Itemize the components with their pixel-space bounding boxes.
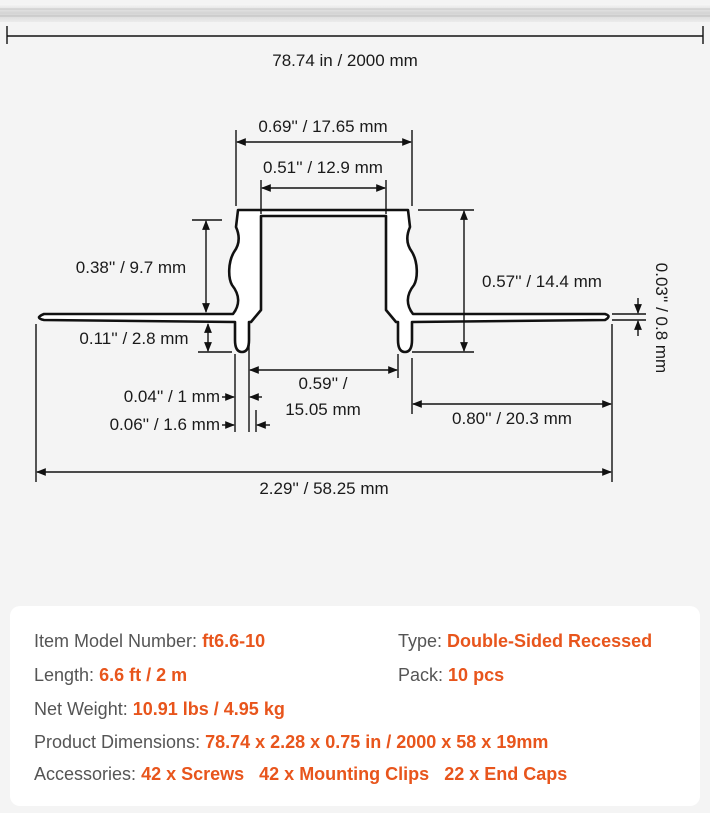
top-inner-width-label: 0.51'' / 12.9 mm — [263, 158, 383, 177]
overall-width-label: 2.29'' / 58.25 mm — [259, 479, 389, 498]
bottom-opening-label-line2: 15.05 mm — [285, 400, 361, 419]
gap-1-label: 0.04'' / 1 mm — [123, 387, 220, 406]
spec-pack — [398, 665, 504, 686]
spec-accessories-screws: 42 x Screws — [141, 764, 245, 784]
spec-dimensions — [34, 732, 548, 753]
spec-weight-label: Net Weight: — [34, 699, 128, 719]
top-outer-width-label: 0.69'' / 17.65 mm — [258, 117, 388, 136]
total-length-dimension — [7, 26, 703, 44]
flange-width-label: 0.80'' / 20.3 mm — [452, 409, 572, 428]
spec-model-value: ft6.6-10 — [202, 631, 266, 651]
spec-dimensions-label: Product Dimensions: — [34, 732, 201, 752]
right-height-label: 0.57'' / 14.4 mm — [482, 272, 602, 291]
spec-type-value: Double-Sided Recessed — [447, 631, 653, 651]
spec-type-label: Type: — [398, 631, 443, 651]
spec-type — [398, 631, 652, 652]
spec-accessories-label: Accessories: — [34, 764, 137, 784]
flange-thickness-label: 0.03'' / 0.8 mm — [652, 262, 671, 374]
left-height-label: 0.38'' / 9.7 mm — [75, 258, 187, 277]
gap-2-label: 0.06'' / 1.6 mm — [109, 415, 220, 434]
spec-weight-value: 10.91 lbs / 4.95 kg — [132, 699, 285, 719]
spec-length-value: 6.6 ft / 2 m — [99, 665, 188, 685]
spec-accessories-clips: 42 x Mounting Clips — [259, 764, 430, 784]
spec-model-label: Item Model Number: — [34, 631, 198, 651]
spec-accessories — [34, 764, 567, 785]
spec-pack-value: 10 pcs — [448, 665, 505, 685]
spec-model — [34, 631, 265, 652]
spec-length-label: Length: — [34, 665, 95, 685]
product-rail-image — [0, 4, 710, 22]
spec-accessories-caps: 22 x End Caps — [444, 764, 568, 784]
clip-depth-label: 0.11'' / 2.8 mm — [79, 329, 189, 348]
spec-weight — [34, 699, 285, 720]
spec-length — [34, 665, 187, 686]
spec-pack-label: Pack: — [398, 665, 444, 685]
total-length-label: 78.74 in / 2000 mm — [272, 51, 418, 70]
bottom-opening-label-line1: 0.59'' / — [298, 374, 348, 393]
spec-dimensions-value: 78.74 x 2.28 x 0.75 in / 2000 x 58 x 19mm — [205, 732, 549, 752]
